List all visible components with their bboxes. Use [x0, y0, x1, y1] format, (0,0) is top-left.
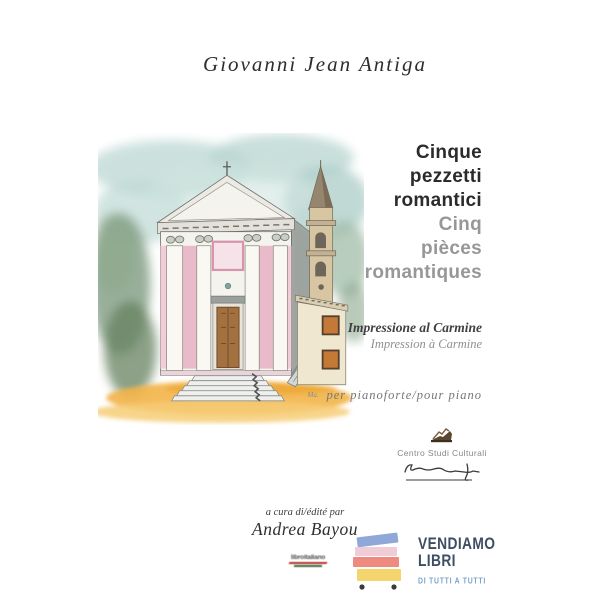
- subtitle-block: [252, 320, 482, 352]
- publisher-logo: [286, 554, 330, 567]
- bookstore-name-line1: VENDIAMO: [418, 534, 496, 554]
- bookstore-tagline: DI TUTTI A TUTTI: [418, 575, 486, 586]
- cultural-center-block: [381, 426, 503, 488]
- title-line-french: romantiques: [364, 262, 482, 283]
- cultural-center-name: Centro Studi Culturali: [397, 448, 487, 458]
- illustrator-signature: Ma.: [307, 390, 319, 399]
- title-line-italian: romantici: [393, 190, 482, 211]
- book-cart-icon: [348, 530, 410, 594]
- bookstore-name-line2: LIBRI: [418, 552, 456, 571]
- instrumentation: per pianoforte/pour piano: [326, 388, 482, 402]
- title-block: [252, 141, 482, 285]
- bookstore-logo: [348, 528, 528, 596]
- centro-studi-culturali-icon: [429, 426, 455, 444]
- publisher-logo-swoosh: [288, 562, 327, 564]
- subtitle-french: Impression à Carmine: [370, 337, 482, 351]
- subtitle-italian: Impressione al Carmine: [347, 320, 482, 335]
- title-line-french: Cinq: [438, 214, 482, 235]
- composer-signature: [401, 460, 483, 488]
- bookstore-text: [418, 536, 495, 586]
- title-line-french: pièces: [421, 238, 482, 259]
- title-line-italian: pezzetti: [409, 166, 482, 187]
- publisher-logo-bar: [294, 565, 322, 567]
- title-line-italian: Cinque: [415, 142, 482, 163]
- editor-name: Andrea Bayou: [252, 519, 358, 539]
- publisher-logo-text: libroitaliano: [290, 554, 326, 561]
- author-name: Giovanni Jean Antiga: [203, 52, 427, 76]
- editor-credit: a cura di/édité par: [265, 507, 345, 518]
